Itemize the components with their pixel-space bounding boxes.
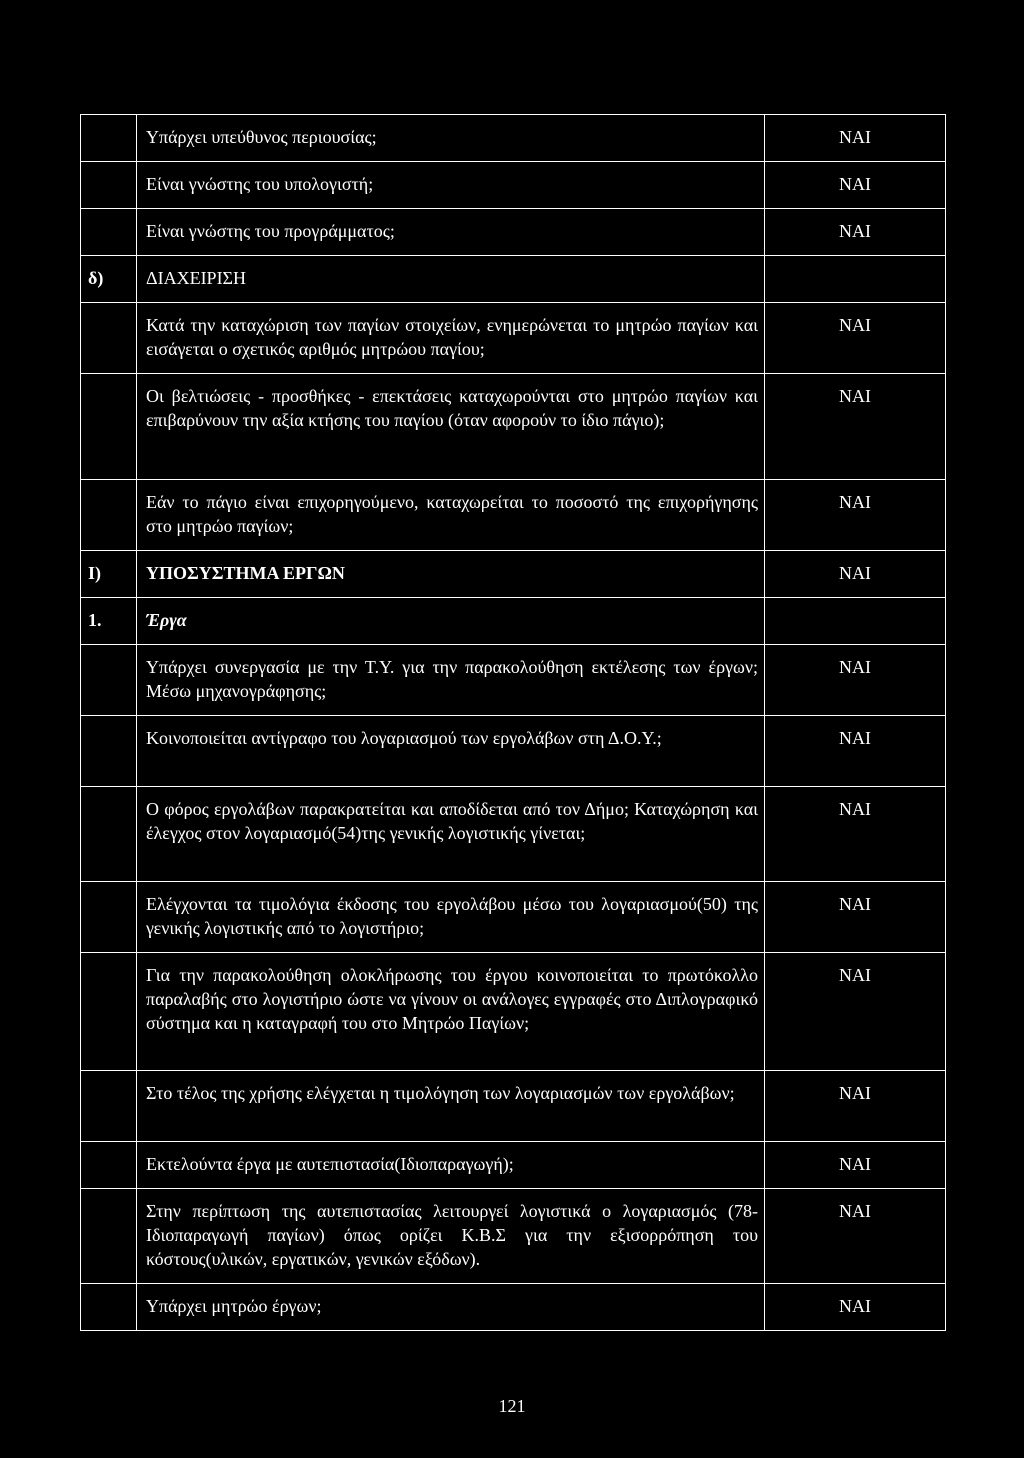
row-answer <box>765 256 946 303</box>
row-question: Στην περίπτωση της αυτεπιστασίας λειτουργεί λογιστικά ο λογαριασμός (78-Ιδιοπαραγωγή παγίων) όπως ορίζει Κ.Β.Σ για την εξισορρόπηση του κόστους(υλικών, εργατικών, γενικών εξόδων). <box>137 1189 765 1284</box>
row-question: Για την παρακολούθηση ολοκλήρωσης του έργου κοινοποιείται το πρωτόκολλο παραλαβής στο λογιστήριο ώστε να γίνουν οι ανάλογες εγγραφές στο Διπλογραφικό σύστημα και η καταγραφή του στο Μητρώο Παγίων; <box>137 953 765 1071</box>
checklist-table <box>80 114 946 1331</box>
table-row subsection-row <box>81 598 946 645</box>
table-row <box>81 1071 946 1142</box>
table-row <box>81 162 946 209</box>
row-question: Ο φόρος εργολάβων παρακρατείται και αποδίδεται από τον Δήμο; Καταχώρηση και έλεγχος στον λογαριασμό(54)της γενικής λογιστικής γίνεται; <box>137 787 765 882</box>
row-number <box>81 480 137 551</box>
row-question: Ελέγχονται τα τιμολόγια έκδοσης του εργολάβου μέσω του λογαριασμού(50) της γενικής λογιστικής από το λογιστήριο; <box>137 882 765 953</box>
table-row <box>81 882 946 953</box>
table-row <box>81 953 946 1071</box>
row-answer: ΝΑΙ <box>765 209 946 256</box>
row-number <box>81 882 137 953</box>
row-question: Κοινοποιείται αντίγραφο του λογαριασμού των εργολάβων στη Δ.Ο.Υ.; <box>137 716 765 787</box>
table-row <box>81 716 946 787</box>
row-answer: ΝΑΙ <box>765 1142 946 1189</box>
table-row <box>81 209 946 256</box>
table-row <box>81 374 946 480</box>
section-number: δ) <box>81 256 137 303</box>
row-answer: ΝΑΙ <box>765 162 946 209</box>
row-question: Στο τέλος της χρήσης ελέγχεται η τιμολόγηση των λογαριασμών των εργολάβων; <box>137 1071 765 1142</box>
row-number <box>81 162 137 209</box>
table-row <box>81 645 946 716</box>
row-question: Υπάρχει συνεργασία με την Τ.Υ. για την παρακολούθηση εκτέλεσης των έργων; Μέσω μηχανογράφησης; <box>137 645 765 716</box>
row-answer: ΝΑΙ <box>765 480 946 551</box>
table-row <box>81 1142 946 1189</box>
row-question: Οι βελτιώσεις - προσθήκες - επεκτάσεις καταχωρούνται στο μητρώο παγίων και επιβαρύνουν την αξία κτήσης του παγίου (όταν αφορούν το ίδιο πάγιο); <box>137 374 765 480</box>
row-number <box>81 115 137 162</box>
table-row <box>81 115 946 162</box>
section-number: I) <box>81 551 137 598</box>
row-answer: ΝΑΙ <box>765 953 946 1071</box>
row-answer: ΝΑΙ <box>765 882 946 953</box>
table-row section-row <box>81 551 946 598</box>
table-row section-row <box>81 256 946 303</box>
subsection-number: 1. <box>81 598 137 645</box>
row-answer: ΝΑΙ <box>765 787 946 882</box>
row-number <box>81 303 137 374</box>
section-title: ΥΠΟΣΥΣΤΗΜΑ ΕΡΓΩΝ <box>137 551 765 598</box>
row-question: Υπάρχει μητρώο έργων; <box>137 1284 765 1331</box>
row-question: Εκτελούντα έργα με αυτεπιστασία(Ιδιοπαραγωγή); <box>137 1142 765 1189</box>
row-answer: ΝΑΙ <box>765 551 946 598</box>
table-row <box>81 480 946 551</box>
page-number: 121 <box>498 1396 526 1416</box>
row-number <box>81 716 137 787</box>
table-row <box>81 1189 946 1284</box>
row-answer: ΝΑΙ <box>765 645 946 716</box>
row-number <box>81 953 137 1071</box>
row-answer <box>765 598 946 645</box>
row-number <box>81 1189 137 1284</box>
table-row <box>81 787 946 882</box>
table-row <box>81 303 946 374</box>
row-question: Κατά την καταχώριση των παγίων στοιχείων, ενημερώνεται το μητρώο παγίων και εισάγεται ο σχετικός αριθμός μητρώου παγίου; <box>137 303 765 374</box>
row-number <box>81 645 137 716</box>
row-number <box>81 1284 137 1331</box>
row-number <box>81 1071 137 1142</box>
row-number <box>81 209 137 256</box>
row-answer: ΝΑΙ <box>765 1071 946 1142</box>
row-answer: ΝΑΙ <box>765 374 946 480</box>
row-answer: ΝΑΙ <box>765 1284 946 1331</box>
table-row <box>81 1284 946 1331</box>
row-answer: ΝΑΙ <box>765 115 946 162</box>
row-question: Είναι γνώστης του υπολογιστή; <box>137 162 765 209</box>
row-question: Υπάρχει υπεύθυνος περιουσίας; <box>137 115 765 162</box>
row-answer: ΝΑΙ <box>765 303 946 374</box>
subsection-title: Έργα <box>137 598 765 645</box>
row-question: Εάν το πάγιο είναι επιχορηγούμενο, καταχωρείται το ποσοστό της επιχορήγησης στο μητρώο παγίων; <box>137 480 765 551</box>
row-number <box>81 374 137 480</box>
row-answer: ΝΑΙ <box>765 716 946 787</box>
row-question: Είναι γνώστης του προγράμματος; <box>137 209 765 256</box>
row-number <box>81 787 137 882</box>
section-title: ΔΙΑΧΕΙΡΙΣΗ <box>137 256 765 303</box>
row-number <box>81 1142 137 1189</box>
row-answer: ΝΑΙ <box>765 1189 946 1284</box>
